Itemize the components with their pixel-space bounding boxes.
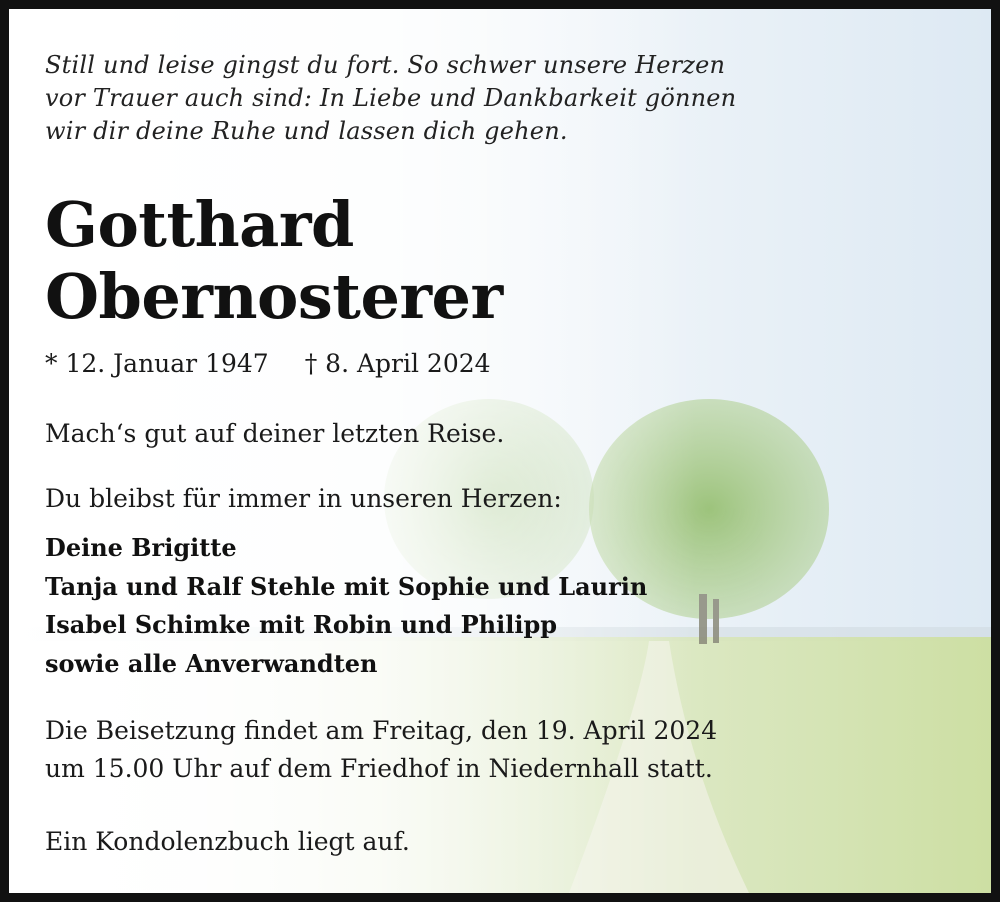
deceased-name	[45, 189, 503, 333]
funeral-line: um 15.00 Uhr auf dem Friedhof in Niedernhall statt.	[45, 754, 713, 783]
memorial-poem	[45, 49, 736, 148]
condolence-note: Ein Kondolenzbuch liegt auf.	[45, 827, 410, 856]
funeral-details	[45, 712, 717, 788]
mourners-list	[45, 529, 647, 683]
farewell-text: Mach‘s gut auf deiner letzten Reise.	[45, 419, 505, 448]
death-date: † 8. April 2024	[304, 349, 491, 378]
first-name: Gotthard	[45, 188, 354, 261]
poem-line: Still und leise gingst du fort. So schwer unsere Herzen	[45, 51, 726, 79]
funeral-line: Die Beisetzung findet am Freitag, den 19. April 2024	[45, 716, 718, 745]
last-name: Obernosterer	[45, 260, 503, 333]
life-dates	[45, 347, 491, 381]
mourner-line: Isabel Schimke mit Robin und Philipp	[45, 610, 558, 639]
mourner-line: sowie alle Anverwandten	[45, 648, 378, 678]
birth-date: * 12. Januar 1947	[45, 349, 269, 378]
poem-line: wir dir deine Ruhe und lassen dich gehen.	[45, 117, 568, 145]
mourners-intro: Du bleibst für immer in unseren Herzen:	[45, 484, 562, 513]
mourner-line: Tanja und Ralf Stehle mit Sophie und Laurin	[45, 571, 648, 601]
poem-line: vor Trauer auch sind: In Liebe und Dankbarkeit gönnen	[45, 84, 737, 112]
mourner-line: Deine Brigitte	[45, 533, 237, 562]
